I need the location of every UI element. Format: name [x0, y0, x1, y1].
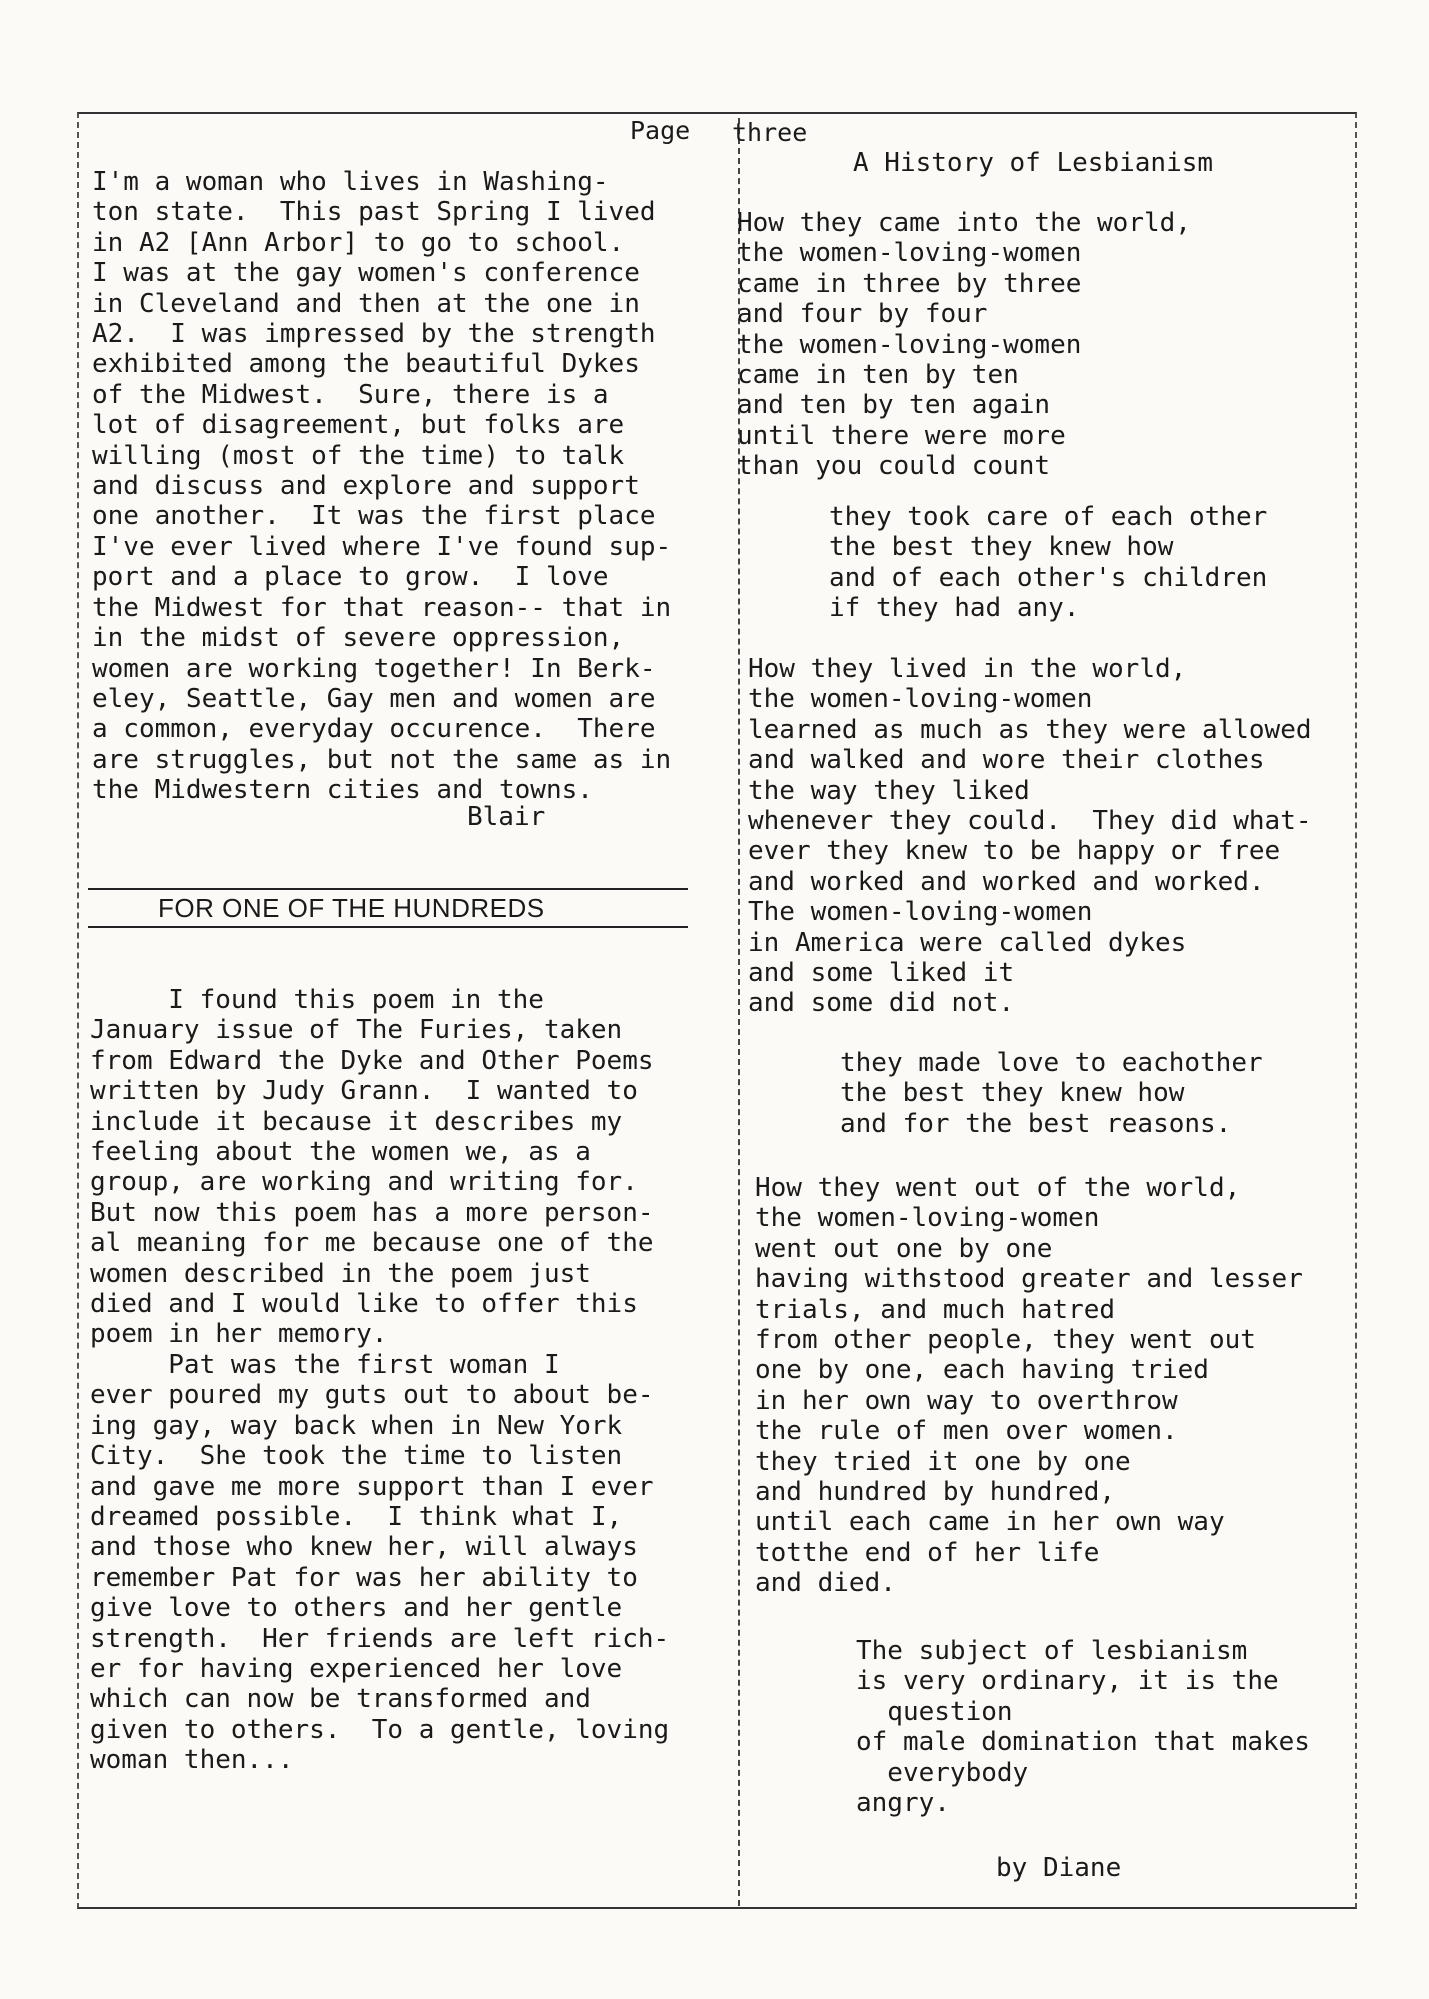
- poem-stanza: How they came into the world, the women-loving-women came in three by three and four by four the women-loving-women came in ten by ten and ten by ten again until there were more than you could count: [737, 208, 1191, 482]
- section-heading: FOR ONE OF THE HUNDREDS: [158, 893, 545, 923]
- poem-stanza: they made love to eachother the best they knew how and for the best reasons.: [840, 1048, 1263, 1139]
- page-number: three: [732, 118, 808, 147]
- letter-signature: Blair: [467, 802, 546, 832]
- letter-body: I'm a woman who lives in Washing- ton state. This past Spring I lived in A2 [Ann Arbor] to go to school. I was at the gay women's conference in Cleveland and then at the one in A2. I was impressed by the strength exhibited among the beautiful Dykes of the Midwest. Sure, there is a lot of disagreement, but folks are willing (most of the time) to talk and discuss and explore and support one another. It was the first place I've ever lived where I've found sup- port and a place to grow. I love the Midwest for that reason-- that in in the midst of severe oppression, women are working together! In Berk- eley, Seattle, Gay men and women are a common, everyday occurence. There are struggles, but not the same as in the Midwestern cities and towns.: [92, 167, 672, 806]
- poem-stanza: they took care of each other the best they knew how and of each other's children if they had any.: [829, 502, 1268, 624]
- dedication-body: I found this poem in the January issue of The Furies, taken from Edward the Dyke and Other Poems written by Judy Grann. I wanted to include it because it describes my feeling about the women we, as a group, are working and writing for. But now this poem has a more person- al meaning for me because one of the women described in the poem just died and I would like to offer this poem in her memory. Pat was the first woman I ever poured my guts out to about be- ing gay, way back when in New York City. She took the time to listen and gave me more support than I ever dreamed possible. I think what I, and those who knew her, will always remember Pat for was her ability to give love to others and her gentle strength. Her friends are left rich- er for having experienced her love which can now be transformed and given to others. To a gentle, loving woman then...: [90, 985, 670, 1776]
- poem-stanza: How they went out of the world, the women-loving-women went out one by one having withstood greater and lesser trials, and much hatred from other people, they went out one by one, each having tried in her own way to overthrow the rule of men over women. they tried it one by one and hundred by hundred, until each came in her own way totthe end of her life and died.: [755, 1173, 1303, 1599]
- poem-stanza: How they lived in the world, the women-loving-women learned as much as they were allowed and walked and wore their clothes the way they liked whenever they could. They did what- ever they knew to be happy or free and worked and worked and worked. The women-loving-women in America were called dykes and some liked it and some did not.: [748, 654, 1312, 1019]
- poem-stanza: The subject of lesbianism is very ordinary, it is the question of male domination that makes everybody angry.: [856, 1636, 1310, 1819]
- poem-signature: by Diane: [996, 1853, 1122, 1883]
- poem-title: A History of Lesbianism: [853, 148, 1214, 178]
- heading-rule-bottom: [88, 926, 688, 928]
- heading-rule-top: [88, 888, 688, 890]
- page-label: Page: [630, 116, 691, 145]
